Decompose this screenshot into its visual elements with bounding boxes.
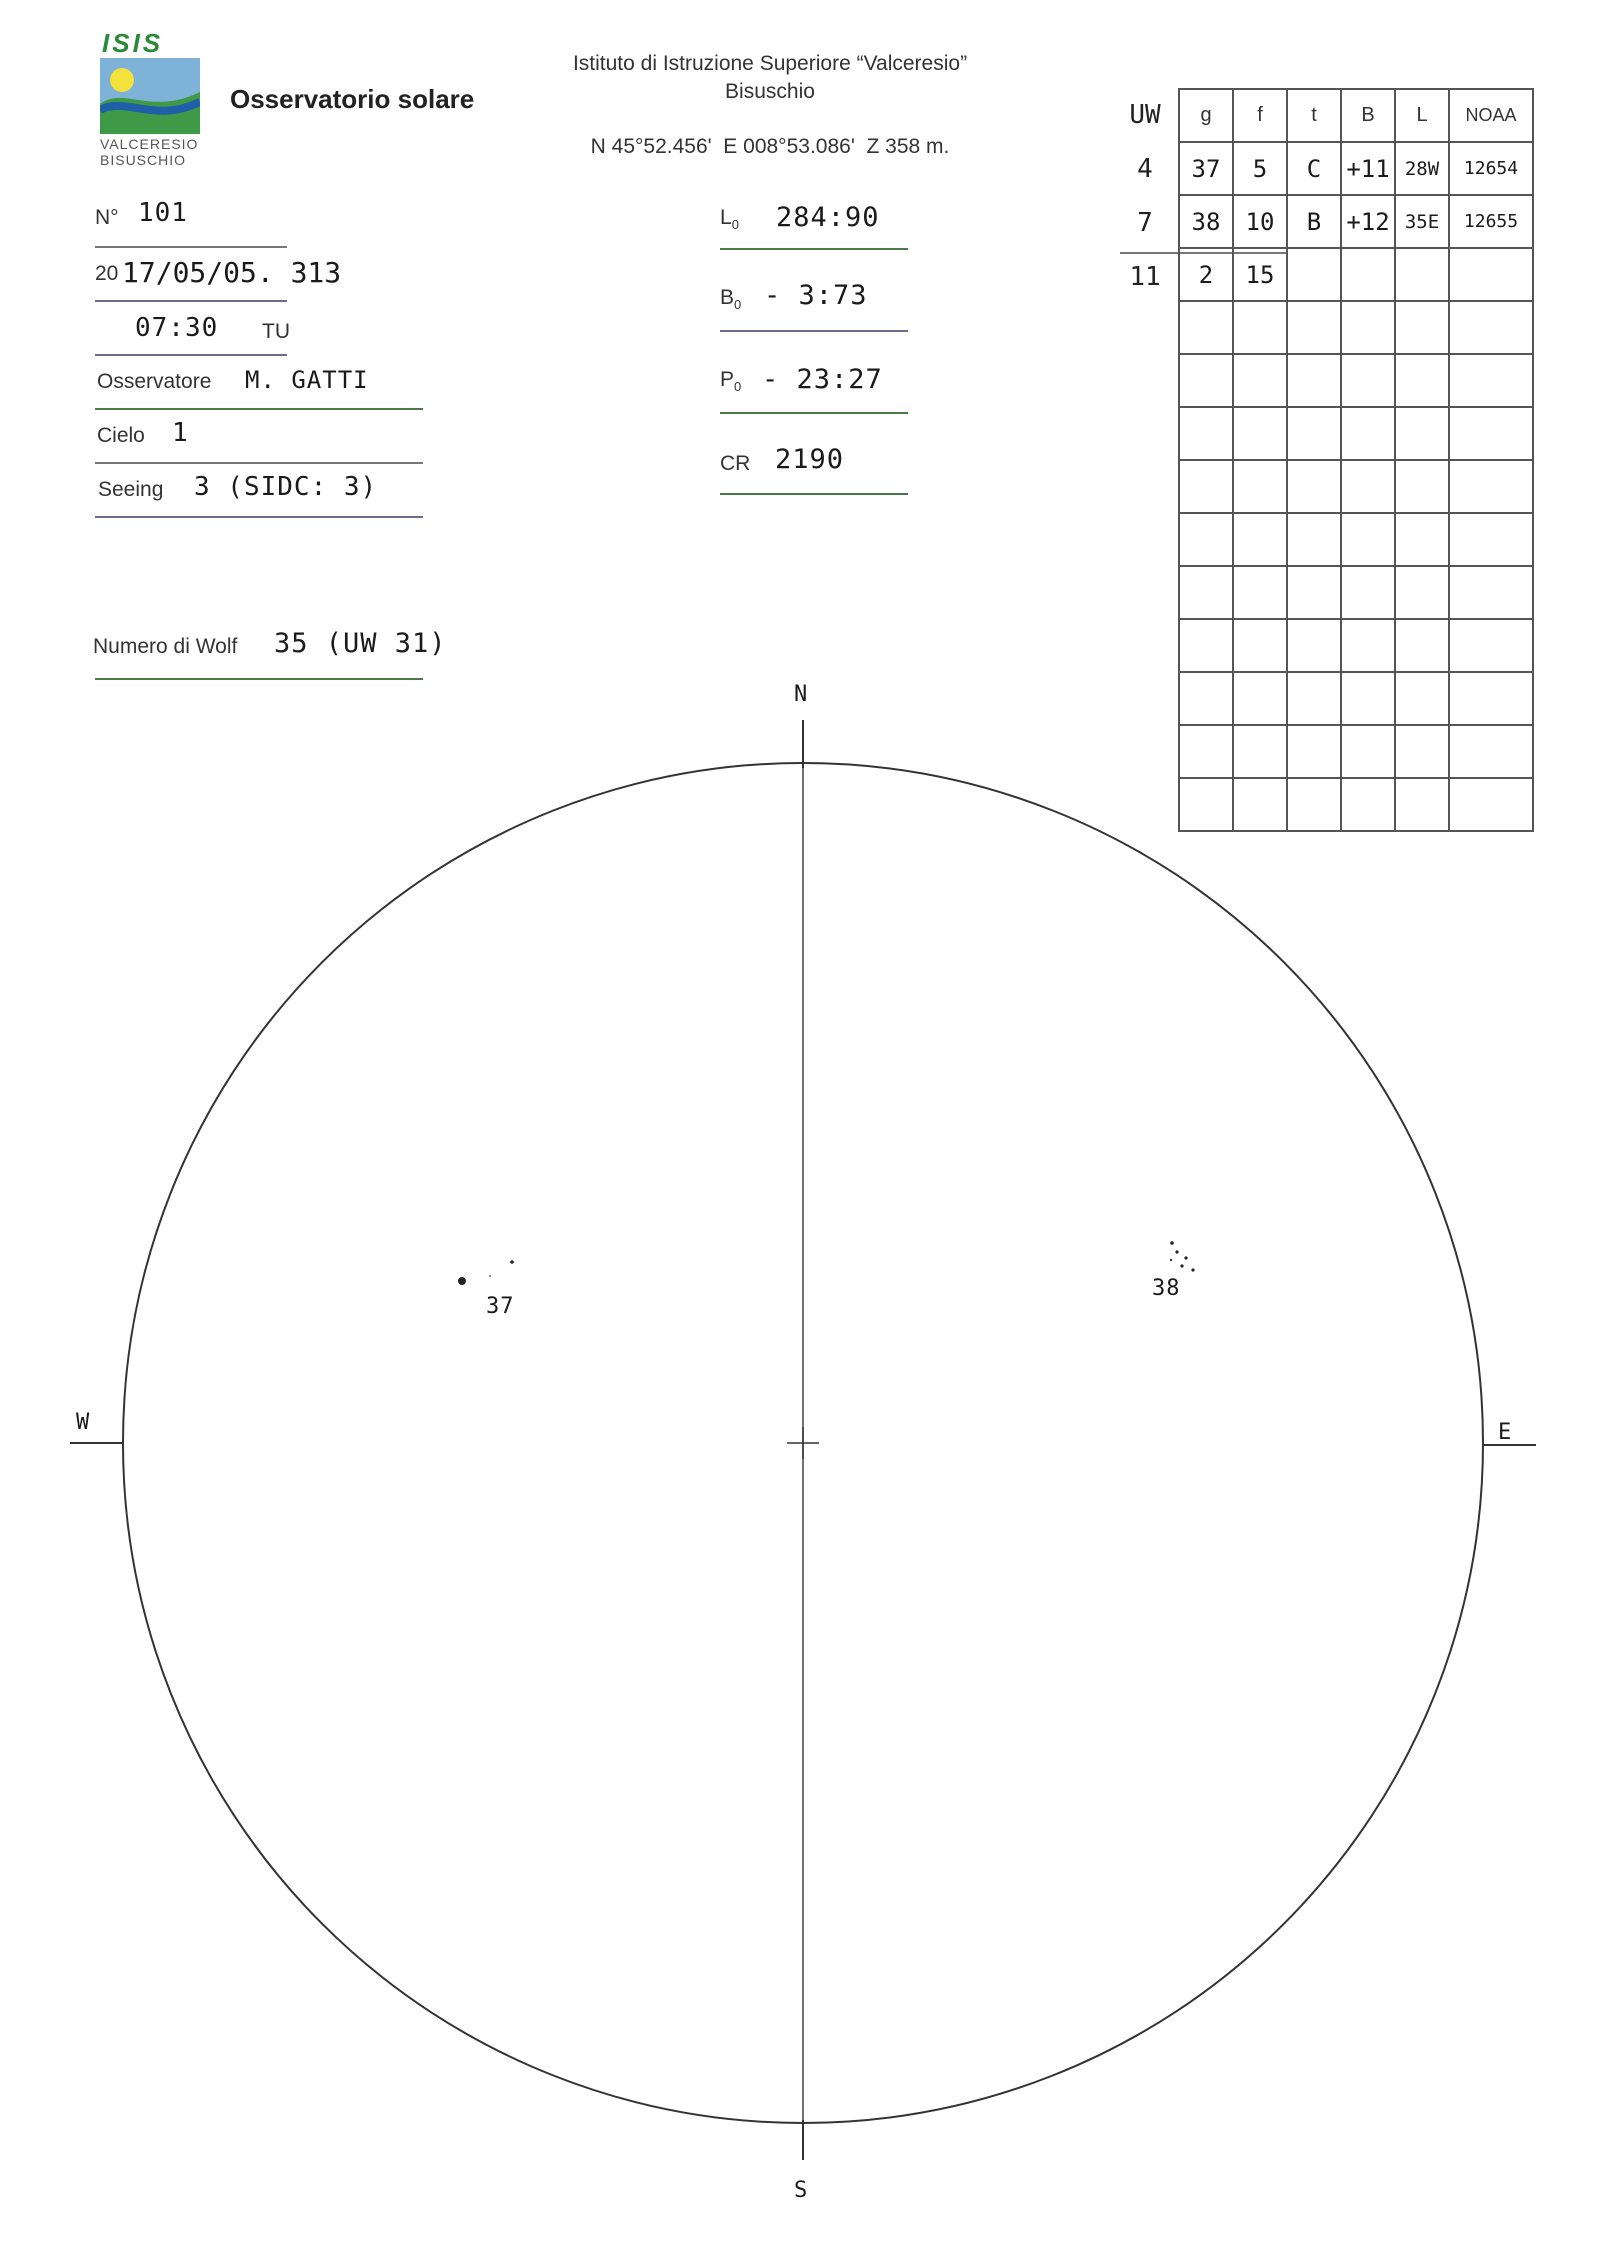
institute-name: Istituto di Istruzione Superiore “Valceresio”: [572, 52, 968, 75]
wolf-value: 35 (UW 31): [274, 628, 447, 659]
cell-b: +11: [1341, 142, 1395, 195]
cell-f: 10: [1233, 195, 1287, 248]
header-t: t: [1287, 89, 1341, 142]
logo-subtitle-1: VALCERESIO: [100, 136, 199, 152]
sunspot: [489, 1275, 491, 1277]
west-label: W: [76, 1410, 91, 1435]
header-b: B: [1341, 89, 1395, 142]
group-label-38: 38: [1152, 1276, 1181, 1301]
institute-town: Bisuschio: [725, 80, 815, 103]
cell-t: C: [1287, 142, 1341, 195]
sunspot: [458, 1277, 466, 1285]
cell-f: 5: [1233, 142, 1287, 195]
sky-value: 1: [172, 418, 189, 448]
b0-value: - 3:73: [764, 280, 868, 311]
cr-value: 2190: [775, 444, 845, 475]
sunspot-group-37: [458, 1260, 514, 1285]
number-label: N°: [95, 206, 119, 229]
cell-noaa: 12654: [1449, 142, 1533, 195]
logo-subtitle-2: BISUSCHIO: [100, 152, 187, 168]
header-g: g: [1179, 89, 1233, 142]
sunspot-group-38: [1170, 1241, 1195, 1271]
cell-l: 35E: [1395, 195, 1449, 248]
l0-value: 284:90: [776, 202, 880, 233]
header-noaa: NOAA: [1449, 89, 1533, 142]
sunspot: [1191, 1268, 1194, 1271]
p0-subscript: 0: [734, 379, 742, 395]
observer-label: Osservatore: [97, 370, 212, 393]
sunspot: [1170, 1259, 1172, 1261]
cell-g: 37: [1179, 142, 1233, 195]
north-label: N: [794, 682, 809, 707]
cell-f: 15: [1233, 248, 1287, 301]
seeing-value: 3 (SIDC: 3): [194, 472, 378, 502]
b0-letter: B: [720, 286, 735, 309]
observatory-coordinates: N 45°52.456' E 008°53.086' Z 358 m.: [590, 135, 950, 158]
east-label: E: [1498, 1420, 1513, 1445]
time-unit: TU: [262, 320, 290, 343]
header-f: f: [1233, 89, 1287, 142]
l0-letter: L: [720, 206, 732, 229]
sunspot: [510, 1260, 514, 1264]
cell-b: +12: [1341, 195, 1395, 248]
cell-noaa: 12655: [1449, 195, 1533, 248]
group-label-37: 37: [486, 1294, 515, 1319]
cell-g: 38: [1179, 195, 1233, 248]
l0-subscript: 0: [731, 217, 739, 233]
date-prefix: 20: [95, 262, 119, 285]
date-value: 17/05/05. 313: [122, 256, 342, 289]
uw-row-1: 4: [1137, 154, 1153, 184]
observer-value: M. GATTI: [245, 366, 369, 394]
sunspot: [1175, 1250, 1178, 1253]
sunspot: [1184, 1256, 1187, 1259]
logo-wordmark: ISIS: [102, 28, 164, 58]
sunspot: [1170, 1241, 1174, 1245]
time-value: 07:30: [135, 313, 219, 343]
uw-header: UW: [1129, 100, 1161, 130]
p0-value: - 23:27: [762, 364, 883, 395]
number-value: 101: [138, 198, 188, 228]
cell-g: 2: [1179, 248, 1233, 301]
p0-letter: P: [720, 368, 735, 391]
cell-t: B: [1287, 195, 1341, 248]
cr-label: CR: [720, 452, 751, 475]
sunspot: [1180, 1264, 1183, 1267]
b0-subscript: 0: [734, 297, 742, 313]
cell-l: 28W: [1395, 142, 1449, 195]
sky-label: Cielo: [97, 424, 145, 447]
uw-row-3: 11: [1129, 262, 1161, 292]
south-label: S: [794, 2178, 809, 2203]
page-title: Osservatorio solare: [230, 84, 475, 114]
wolf-label: Numero di Wolf: [93, 635, 238, 658]
uw-row-2: 7: [1137, 208, 1153, 238]
seeing-label: Seeing: [98, 478, 164, 501]
header-l: L: [1395, 89, 1449, 142]
